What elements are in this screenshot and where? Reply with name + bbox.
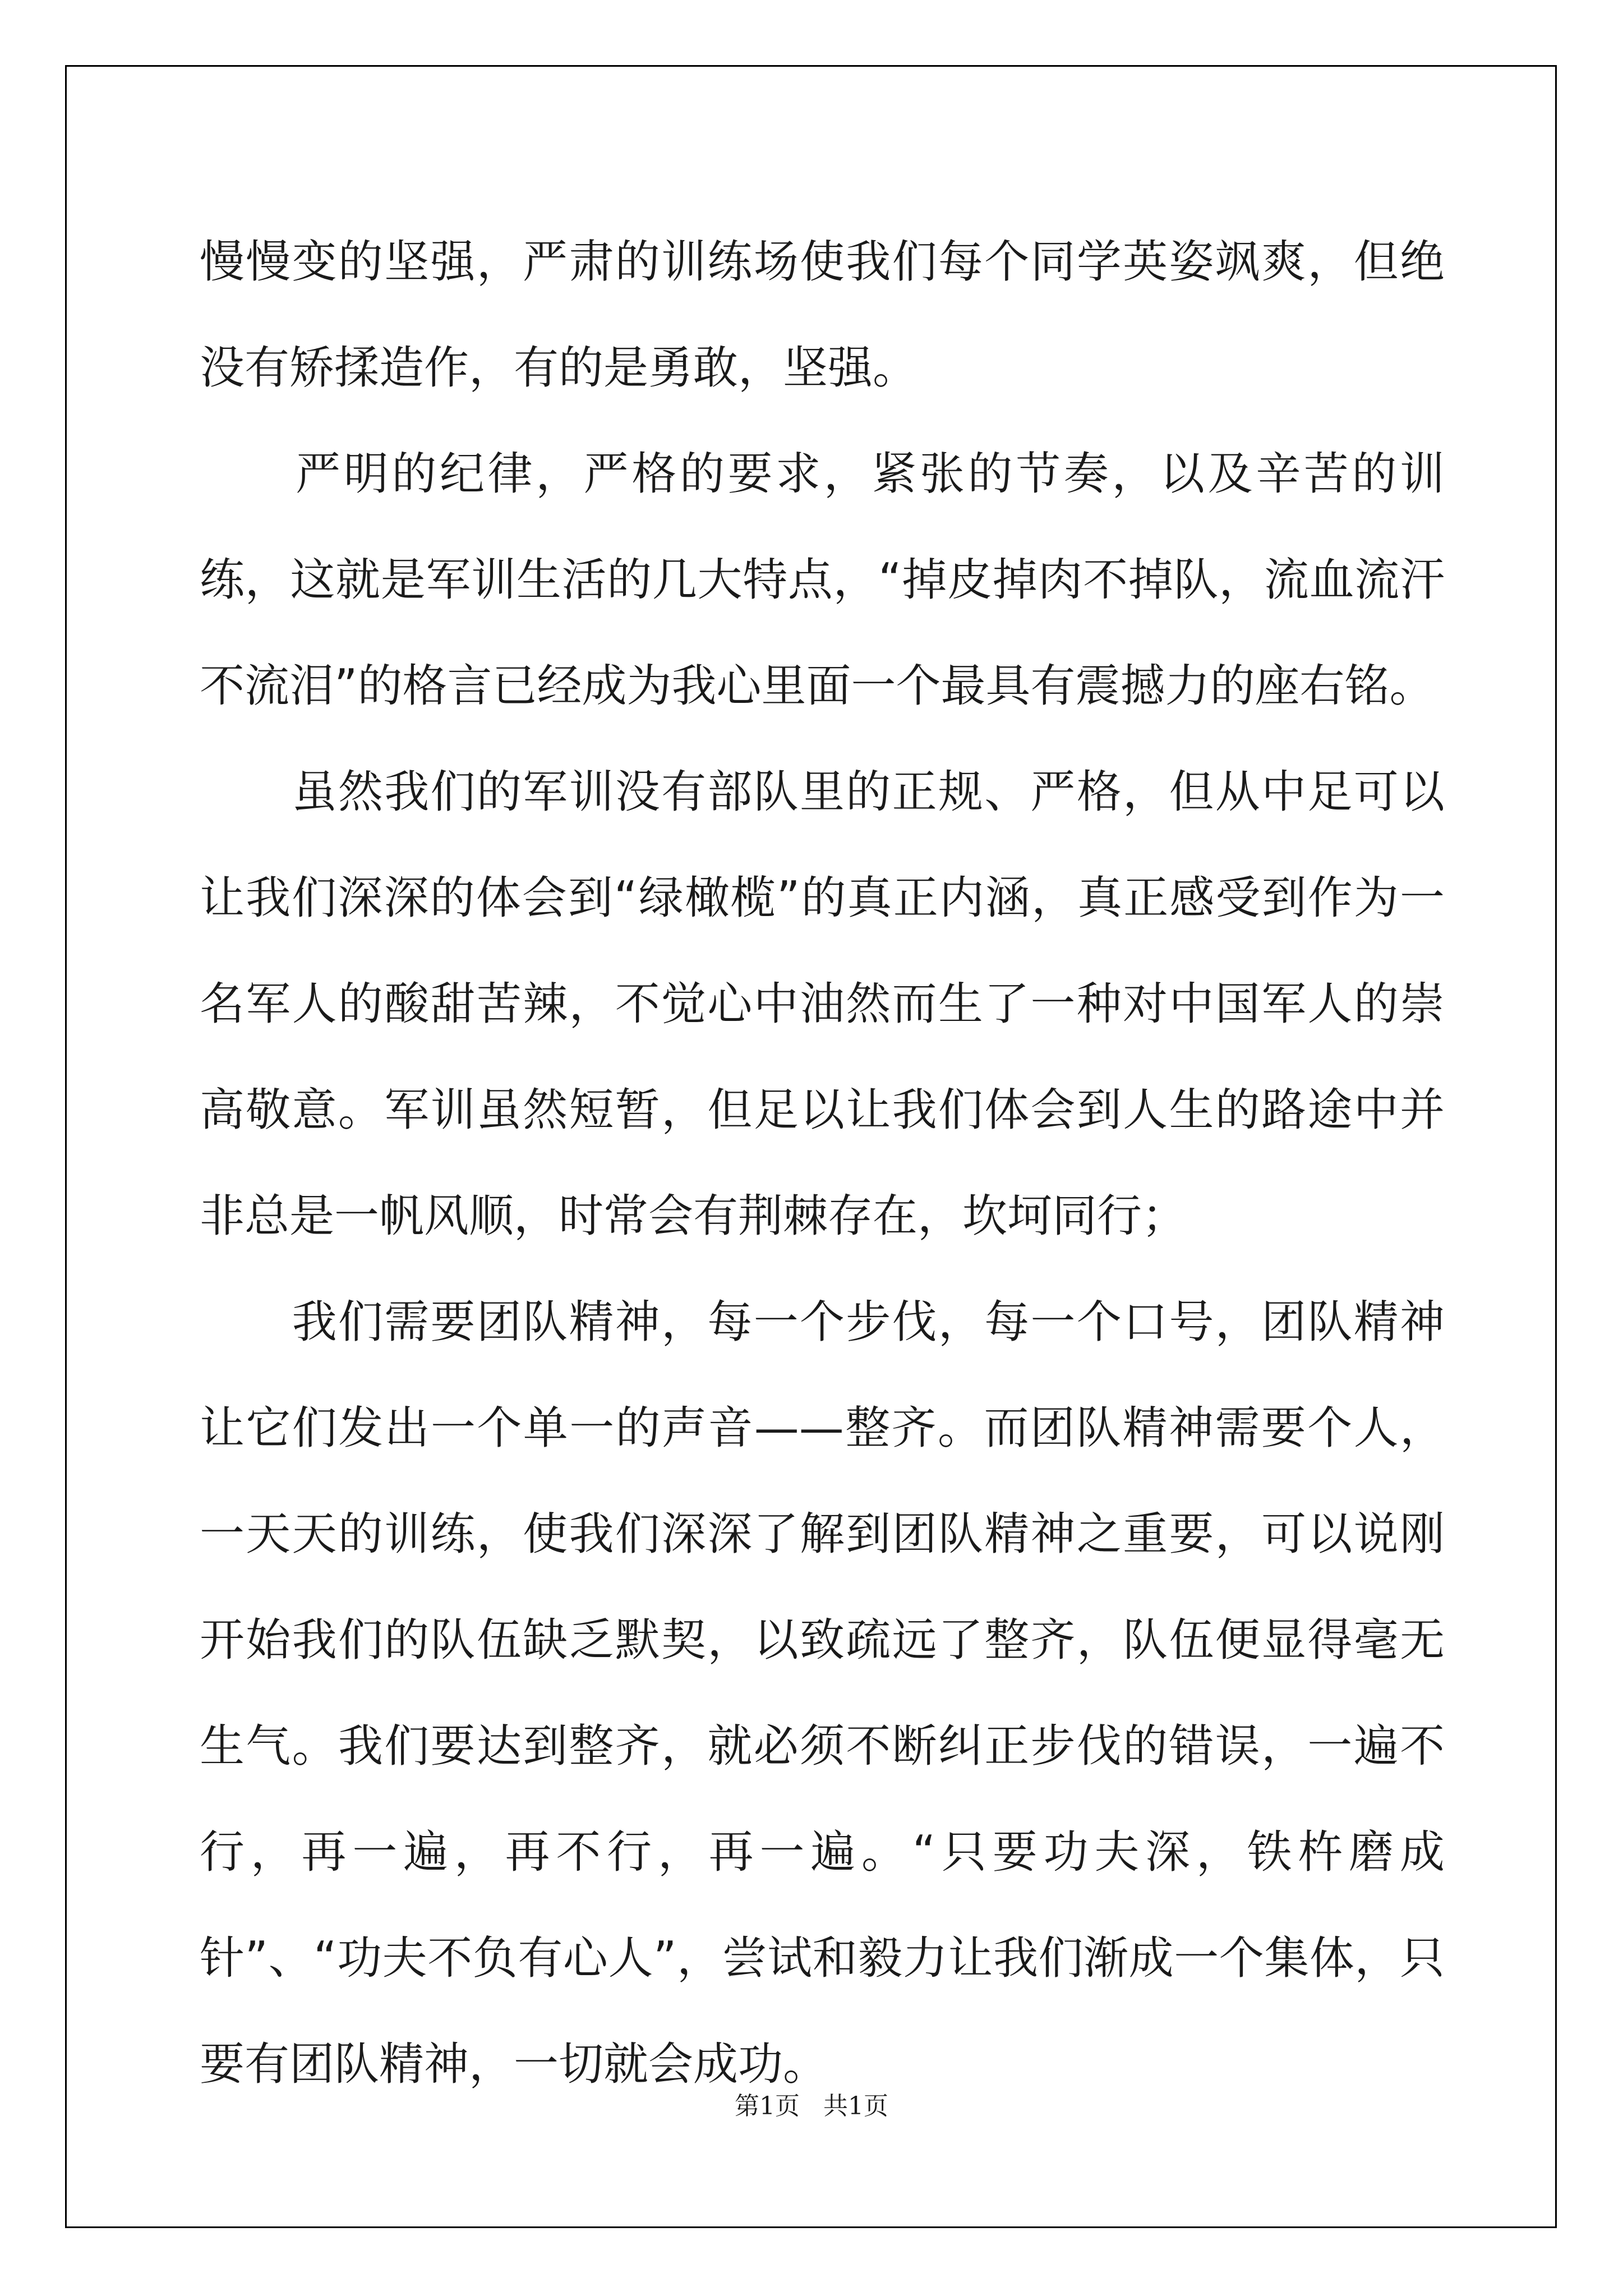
page-number-total: 共1页 xyxy=(823,2092,888,2120)
paragraph-3: 虽然我们的军训没有部队里的正规、严格，但从中足可以让我们深深的体会到“绿橄榄”的真正内涵，真正感受到作为一名军人的酸甜苦辣，不觉心中油然而生了一种对中国军人的崇高敬意。军训虽然短暂，但足以让我们体会到人生的路途中并非总是一帆风顺，时常会有荆棘存在，坎坷同行； xyxy=(200,766,1445,1242)
paragraph-2: 严明的纪律，严格的要求，紧张的节奏，以及辛苦的训练，这就是军训生活的几大特点，“掉皮掉肉不掉队，流血流汗不流泪”的格言已经成为我心里面一个最具有震撼力的座右铭。 xyxy=(200,448,1445,712)
document-body xyxy=(200,209,1445,2117)
page-footer xyxy=(0,2091,1623,2122)
paragraph-4: 我们需要团队精神，每一个步伐，每一个口号，团队精神让它们发出一个单一的声音——整齐。而团队精神需要个人，一天天的训练，使我们深深了解到团队精神之重要，可以说刚开始我们的队伍缺乏默契，以致疏远了整齐，队伍便显得毫无生气。我们要达到整齐，就必须不断纠正步伐的错误，一遍不行，再一遍，再不行，再一遍。“只要功夫深，铁杵磨成针”、“功夫不负有心人”，尝试和毅力让我们渐成一个集体，只要有团队精神，一切就会成功。 xyxy=(200,1296,1445,2090)
page-number-current: 第1页 xyxy=(735,2092,800,2120)
paragraph-1: 慢慢变的坚强，严肃的训练场使我们每个同学英姿飒爽，但绝没有矫揉造作，有的是勇敢，坚强。 xyxy=(200,236,1445,394)
